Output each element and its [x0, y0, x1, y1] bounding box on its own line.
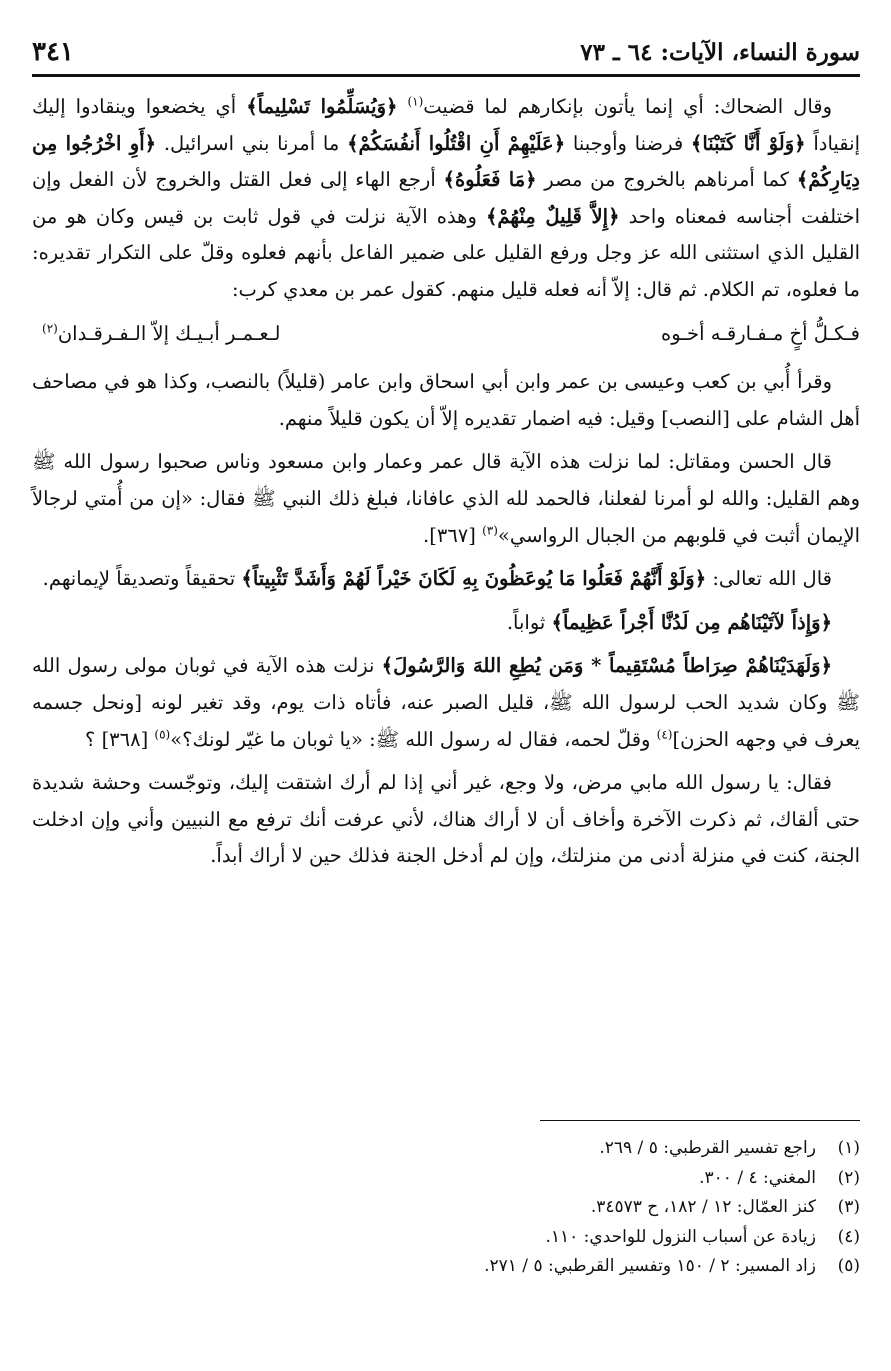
poetry-verse — [32, 316, 860, 353]
footnote-ref: (١) — [407, 94, 424, 109]
footnote-item — [32, 1223, 860, 1253]
text-run: قال الحسن ومقاتل: لما نزلت هذه الآية قال عمر وعمار وابن مسعود وناس صحبوا رسول الله ﷺ وهم القليل: والله لو أمرنا لفعلنا، فالحمد لله الذي عافانا، فبلغ ذلك النبي ﷺ فقال: «إن من أُمتي لرجالاً الإيمان أثبت في قلوبهم من الجبال الرواسي» — [32, 450, 860, 547]
quran-verse: ﴿وَإِذاً لآتَيْنَاهُم مِن لَدُنَّا أَجْراً عَظِيماً﴾ — [551, 610, 832, 634]
footnote-ref: (٤) — [656, 727, 673, 741]
footnote-number: (٤) — [837, 1226, 860, 1247]
quran-verse: ﴿مَا فَعَلُوهُ﴾ — [443, 168, 537, 192]
text-run: قال الله تعالى: — [706, 567, 832, 591]
main-text — [32, 89, 860, 875]
text-run: وقلّ لحمه، فقال له رسول الله ﷺ: «يا ثوبان ما غيّر لونك؟» — [170, 727, 657, 751]
text-run: أي يخضعوا وينقادوا إليك إنقياداً — [32, 95, 861, 155]
paragraph — [32, 444, 860, 554]
surah-title: سورة النساء، الآيات: ٦٤ ـ ٧٣ — [580, 38, 860, 66]
quran-verse: ﴿وَلَهَدَيْنَاهُمْ صِرَاطاً مُسْتَقِيماً * وَمَن يُطِعِ اللهَ وَالرَّسُولَ﴾ — [381, 654, 832, 678]
footnote-number: (١) — [837, 1138, 860, 1158]
quran-verse: ﴿أَوِ اخْرُجُوا مِن دِيَارِكُمْ﴾ — [32, 131, 860, 192]
paragraph — [32, 648, 860, 758]
quran-verse: ﴿وَلَوْ أَنَّهُمْ فَعَلُوا مَا يُوعَظُونَ بِهِ لَكَانَ خَيْراً لَهُمْ وَأَشَدَّ تَثْبِيتاً﴾ — [241, 567, 707, 591]
footnote-number: (٢) — [837, 1167, 860, 1188]
text-run: وهذه الآية نزلت في قول ثابت بن قيس وكان هو من القليل الذي استثنى الله عز وجل ورفع القليل على ضمير الفاعل بأنهم فعلوه وقلّ على التكرار تقديره: ما فعلوه، تم الكلام. ثم قال: إلاّ أنه فعله قليل منهم. كقول عمر بن معدي كرب: — [32, 204, 860, 301]
text-run: ثواباً. — [506, 610, 552, 634]
footnote-ref: (٢) — [42, 321, 58, 336]
text-run: وقرأ أُبي بن كعب وعيسى بن عمر وابن أبي اسحاق وابن عامر (قليلاً) بالنصب، وكذا هو في مصاحف أهل الشام على [النصب] وقيل: فيه اضمار تقديره إلاّ أن يكون قليلاً منهم. — [32, 370, 860, 430]
text-run: تحقيقاً وتصديقاً لإيمانهم. — [42, 567, 242, 591]
footnote-ref: (٣) — [482, 523, 498, 538]
text-run: كما أمرناهم بالخروج من مصر — [536, 168, 797, 192]
text-run: أرجع الهاء إلى فعل القتل والخروج لأن الفعل وإن اختلفت أجناسه فمعناه واحد — [32, 168, 860, 228]
footnote-separator — [540, 1120, 860, 1121]
footnote-number: (٣) — [837, 1197, 860, 1218]
paragraph — [32, 561, 860, 598]
verse-second-hemistich: لـعـمـر أبـيـك إلاّ الـفـرقـدان$^{(٢)}$ — [42, 321, 281, 345]
text-run: [٣٦٧]. — [423, 523, 483, 547]
paragraph — [32, 765, 860, 875]
text-run: نزلت هذه الآية في ثوبان مولى رسول الله ﷺ وكان شديد الحب لرسول الله ﷺ، قليل الصبر عنه، فأتاه ذات يوم، وقد تغير لونه [ونحل جسمه يعرف في وجهه الحزن] — [32, 654, 860, 751]
footnote-number: (٥) — [837, 1256, 860, 1277]
book-page — [32, 30, 860, 1350]
footnote-text: المغني: ٤ / ٣٠٠. — [699, 1167, 816, 1188]
footnotes — [32, 1134, 860, 1282]
text-run — [397, 95, 407, 118]
footnote-text: كنز العمّال: ١٢ / ١٨٢، ح ٣٤٥٧٣. — [590, 1197, 816, 1218]
page-header — [32, 30, 860, 77]
text-run: فرضنا وأوجبنا — [565, 131, 691, 155]
footnote-item — [32, 1134, 860, 1164]
footnote-item — [32, 1164, 860, 1194]
text-run: وقال الضحاك: أي إنما يأتون بإنكارهم لما قضيت — [423, 95, 833, 118]
verse-first-hemistich: فـكـلُّ أخٍ مـفـارقـه أخـوه — [661, 321, 860, 345]
footnote-ref: (٥) — [154, 727, 171, 741]
footnote-text: زاد المسير: ٢ / ١٥٠ وتفسير القرطبي: ٥ / ٢٧١. — [484, 1256, 816, 1277]
footnote-item — [32, 1193, 860, 1223]
footnote-text: راجع تفسير القرطبي: ٥ / ٢٦٩. — [599, 1138, 816, 1158]
text-run: ما أمرنا بني اسرائيل. — [156, 131, 348, 155]
paragraph — [32, 605, 860, 642]
quran-verse: ﴿وَيُسَلِّمُوا تَسْلِيماً﴾ — [246, 95, 398, 118]
text-run: فقال: يا رسول الله مابي مرض، ولا وجع، غير أني إذا لم أرك اشتقت إليك، وتوجّست وحشة شديدة حتى ألقاك، ثم ذكرت الآخرة وأخاف أن لا أراك هناك، لأني عرفت أنك ترفع مع النبيين وأني وإن ادخلت الجنة، كنت في منزلة أدنى من منزلتك، وإن لم أدخل الجنة فذلك حين لا أراك أبداً. — [32, 771, 860, 868]
paragraph — [32, 89, 860, 309]
quran-verse: ﴿إِلاَّ قَلِيلٌ مِنْهُمْ﴾ — [486, 204, 620, 228]
footnote-item — [32, 1252, 860, 1282]
page-number: ٣٤١ — [32, 37, 74, 67]
quran-verse: ﴿عَلَيْهِمْ أَنِ اقْتُلُوا أَنفُسَكُمْ﴾ — [347, 131, 566, 155]
footnote-text: زيادة عن أسباب النزول للواحدي: ١١٠. — [545, 1226, 816, 1247]
paragraph — [32, 364, 860, 437]
quran-verse: ﴿وَلَوْ أَنَّا كَتَبْنَا﴾ — [690, 131, 806, 155]
text-run: [٣٦٨] ؟ — [85, 727, 155, 751]
